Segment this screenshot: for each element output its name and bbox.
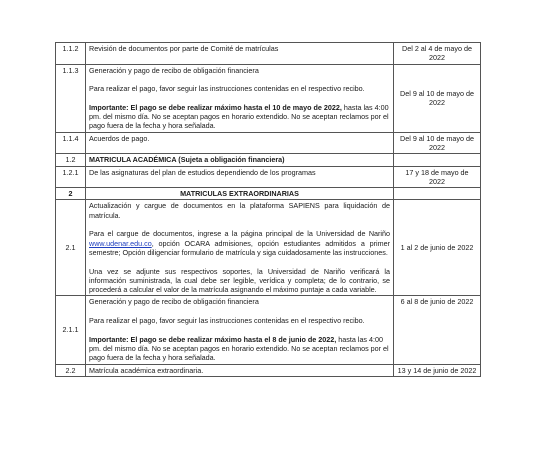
table-row — [56, 43, 481, 65]
row-date: 17 y 18 de mayo de 2022 — [394, 166, 481, 188]
table-row — [56, 64, 481, 132]
row-date: 6 al 8 de junio de 2022 — [394, 296, 481, 364]
row-number: 1.1.3 — [56, 64, 86, 132]
row-number: 2.1 — [56, 200, 86, 296]
row-number: 1.2 — [56, 154, 86, 166]
important-note: Importante: El pago se debe realizar máximo hasta el 10 de mayo de 2022, — [89, 102, 342, 112]
row-description — [86, 64, 394, 132]
row-title: Generación y pago de recibo de obligación financiera — [89, 297, 259, 307]
row-description — [86, 296, 394, 364]
row-description: Matrícula académica extraordinaria. — [86, 364, 394, 376]
row-date — [394, 188, 481, 200]
schedule-table — [55, 42, 481, 377]
row-date: 1 al 2 de junio de 2022 — [394, 200, 481, 296]
row-paragraph: Para realizar el pago, favor seguir las instrucciones contenidas en el respectivo recibo. — [89, 316, 365, 326]
table-row — [56, 200, 481, 296]
university-link[interactable]: www.udenar.edu.co — [89, 238, 152, 248]
row-date: Del 9 al 10 de mayo de 2022 — [394, 64, 481, 132]
row-date — [394, 154, 481, 166]
section-heading: MATRICULAS EXTRAORDINARIAS — [86, 188, 394, 200]
table-row — [56, 154, 481, 166]
row-paragraph: Para el cargue de documentos, ingrese a la página principal de la Universidad de Nariño www.udenar.edu.co, opción OCARA admisiones, opción estudiantes admitidos a primer semestre; Opción diligenciar formulario de matrícula y siga cuidadosamente las instrucciones. — [89, 229, 390, 257]
table-row — [56, 364, 481, 376]
row-number: 1.1.2 — [56, 43, 86, 65]
row-date: Del 9 al 10 de mayo de 2022 — [394, 132, 481, 154]
row-number: 1.1.4 — [56, 132, 86, 154]
row-description: Revisión de documentos por parte de Comité de matrículas — [86, 43, 394, 65]
row-number: 1.2.1 — [56, 166, 86, 188]
row-description: Acuerdos de pago. — [86, 132, 394, 154]
table-row — [56, 188, 481, 200]
document-page — [55, 42, 480, 377]
row-date: Del 2 al 4 de mayo de 2022 — [394, 43, 481, 65]
row-title: Generación y pago de recibo de obligación financiera — [89, 65, 259, 75]
row-date: 13 y 14 de junio de 2022 — [394, 364, 481, 376]
row-number: 2.1.1 — [56, 296, 86, 364]
row-paragraph: Importante: El pago se debe realizar máximo hasta el 10 de mayo de 2022, hasta las 4:00 pm. del mismo día. No se aceptan pagos en horario extendido. No se aceptan reclamos por el pago fuera de la fecha y hora señalada. — [89, 102, 389, 131]
row-number: 2.2 — [56, 364, 86, 376]
row-description: De las asignaturas del plan de estudios dependiendo de los programas — [86, 166, 394, 188]
row-paragraph: Actualización y cargue de documentos en la plataforma SAPIENS para liquidación de matrícula. — [89, 201, 390, 220]
table-row — [56, 132, 481, 154]
row-paragraph: Para realizar el pago, favor seguir las instrucciones contenidas en el respectivo recibo. — [89, 84, 365, 94]
row-description — [86, 200, 394, 296]
row-paragraph: Importante: El pago se debe realizar máximo hasta el 8 de junio de 2022, hasta las 4:00 pm. del mismo día. No se aceptan pagos en horario extendido. No se aceptan reclamos por el pago fuera de la fecha y hora señalada. — [89, 334, 389, 363]
section-heading: MATRICULA ACADÉMICA (Sujeta a obligación financiera) — [86, 154, 394, 166]
table-row — [56, 166, 481, 188]
row-paragraph: Una vez se adjunte sus respectivos soportes, la Universidad de Nariño verificará la información suministrada, la cual debe ser legible, verídica y completa; de lo contrario, se procederá a calcular el valor de la matrícula asignando el máximo puntaje a cada variable. — [89, 266, 390, 295]
table-row — [56, 296, 481, 364]
important-note: Importante: El pago se debe realizar máximo hasta el 8 de junio de 2022, — [89, 334, 337, 344]
row-number: 2 — [56, 188, 86, 200]
